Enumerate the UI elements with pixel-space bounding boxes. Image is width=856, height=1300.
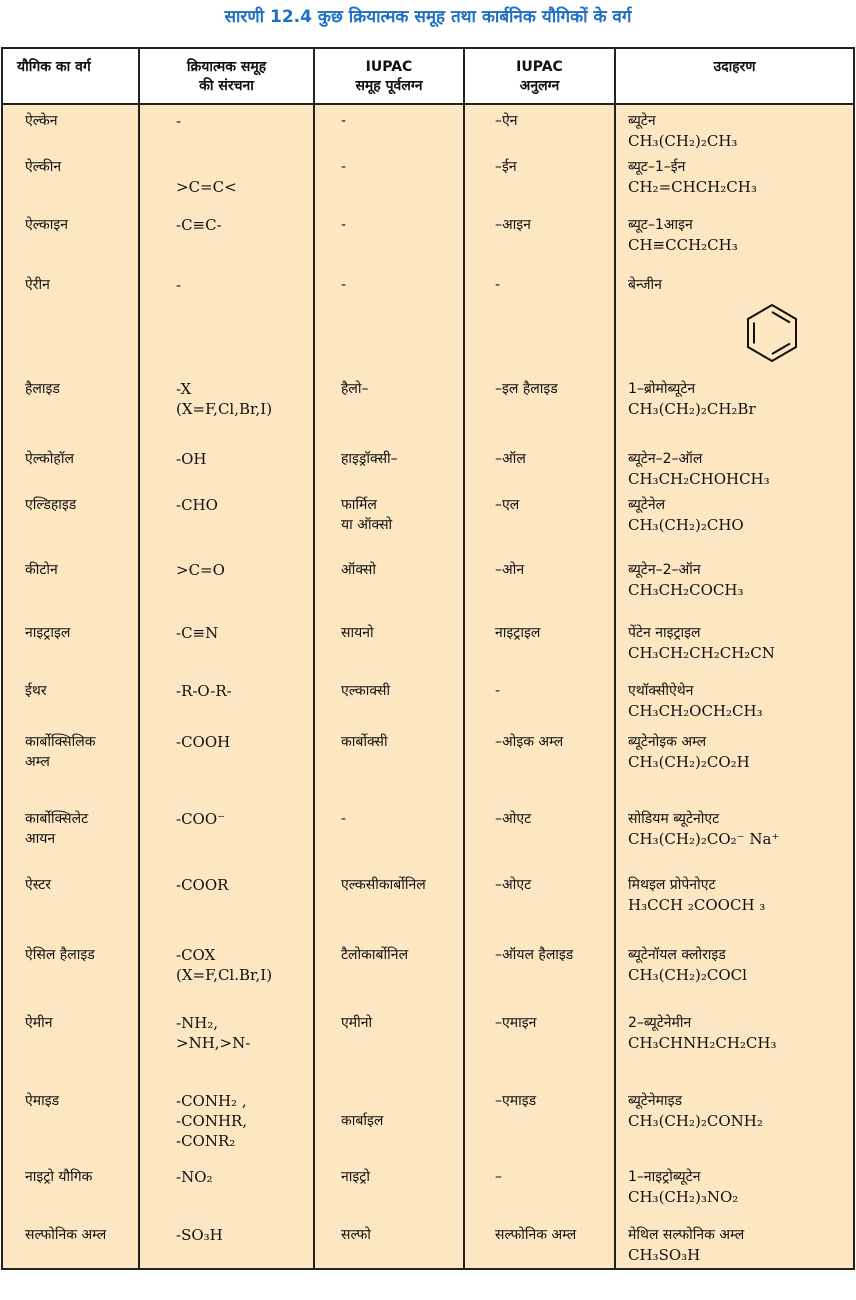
example-cell	[615, 1007, 854, 1085]
benzene-ring-icon	[740, 301, 804, 365]
structure-cell	[139, 1085, 314, 1161]
suffix-cell	[464, 554, 615, 617]
structure-cell	[139, 726, 314, 803]
suffix-cell	[464, 373, 615, 443]
example-cell	[615, 1161, 854, 1219]
table-row	[2, 675, 854, 726]
structure-cell	[139, 1219, 314, 1269]
functional-groups-table	[1, 47, 855, 1270]
suffix-cell-line: –ओएट	[495, 811, 532, 827]
suffix-cell	[464, 209, 615, 269]
suffix-cell-line: –आइन	[495, 217, 531, 233]
class-cell	[2, 269, 139, 373]
table-row	[2, 1161, 854, 1219]
structure-cell	[139, 1007, 314, 1085]
suffix-cell	[464, 617, 615, 675]
example-name: ब्यूटेन	[628, 113, 656, 129]
prefix-cell	[314, 869, 464, 939]
structure-cell-line: -CONH₂ ,	[176, 1092, 247, 1110]
suffix-cell	[464, 104, 615, 151]
suffix-cell	[464, 1161, 615, 1219]
prefix-cell	[314, 104, 464, 151]
prefix-cell-line: -	[341, 811, 347, 827]
example-name: 1–ब्रोमोब्यूटेन	[628, 381, 696, 397]
example-cell	[615, 104, 854, 151]
table-row	[2, 1219, 854, 1269]
suffix-cell	[464, 675, 615, 726]
suffix-cell-line: –ओइक अम्ल	[495, 734, 564, 750]
prefix-cell-line: एमीनो	[341, 1015, 373, 1031]
prefix-cell	[314, 675, 464, 726]
structure-cell	[139, 675, 314, 726]
header-structure-line1: क्रियात्मक समूह	[186, 59, 267, 75]
structure-cell-line: -COO⁻	[176, 810, 226, 828]
table-row	[2, 373, 854, 443]
class-cell-line: ऐरीन	[25, 277, 50, 293]
example-name: ब्यूटेन–2–ऑन	[628, 562, 701, 578]
example-cell	[615, 554, 854, 617]
example-name: ब्यूट–1आइन	[628, 217, 693, 233]
suffix-cell-line: सल्फोनिक अम्ल	[495, 1227, 577, 1243]
class-cell	[2, 209, 139, 269]
example-name: 2–ब्यूटेनेमीन	[628, 1015, 692, 1031]
class-cell	[2, 1219, 139, 1269]
example-name: 1–नाइट्रोब्यूटेन	[628, 1169, 701, 1185]
suffix-cell-line: –ओन	[495, 562, 525, 578]
structure-cell-line: -	[176, 112, 182, 130]
class-cell-line: ऐस्टर	[25, 877, 51, 893]
class-cell-line: आयन	[25, 831, 56, 847]
example-cell	[615, 726, 854, 803]
structure-cell-line: -X	[176, 380, 192, 398]
structure-cell-line: -COOR	[176, 876, 229, 894]
prefix-cell	[314, 1007, 464, 1085]
example-formula: CH₃(CH₂)₂CO₂H	[628, 753, 750, 771]
structure-cell-line: -COOH	[176, 733, 231, 751]
suffix-cell	[464, 869, 615, 939]
structure-cell-line: -COX	[176, 946, 216, 964]
prefix-cell-line	[341, 1091, 457, 1111]
class-cell	[2, 1085, 139, 1161]
class-cell-line: कार्बोक्सिलिक	[25, 734, 96, 750]
class-cell	[2, 151, 139, 209]
prefix-cell-line: फार्मिल	[341, 497, 377, 513]
header-structure-line2: की संरचना	[199, 78, 254, 94]
prefix-cell-line: हाइड्रॉक्सी–	[341, 451, 398, 467]
prefix-cell	[314, 269, 464, 373]
suffix-cell	[464, 939, 615, 1007]
example-formula: CH₃(CH₂)₂CHO	[628, 516, 744, 534]
example-cell	[615, 1085, 854, 1161]
header-class-label: यौगिक का वर्ग	[17, 59, 91, 75]
example-formula: CH₃(CH₂)₂CONH₂	[628, 1112, 763, 1130]
structure-cell-line: >NH,>N-	[176, 1034, 251, 1052]
structure-cell-line: -	[176, 276, 182, 294]
prefix-cell	[314, 726, 464, 803]
table-row	[2, 617, 854, 675]
structure-cell-line: >C=C<	[176, 178, 237, 196]
suffix-cell	[464, 443, 615, 489]
suffix-cell	[464, 489, 615, 554]
suffix-cell	[464, 151, 615, 209]
class-cell-line: नाइट्राइल	[25, 625, 71, 641]
structure-cell	[139, 939, 314, 1007]
class-cell-line: कीटोन	[25, 562, 58, 578]
structure-cell	[139, 489, 314, 554]
prefix-cell	[314, 443, 464, 489]
table-row	[2, 939, 854, 1007]
structure-cell-line: -C≡C-	[176, 216, 222, 234]
suffix-cell	[464, 803, 615, 869]
example-cell	[615, 939, 854, 1007]
prefix-cell	[314, 209, 464, 269]
structure-cell-line: -CONR₂	[176, 1132, 236, 1150]
structure-cell	[139, 373, 314, 443]
table-body	[2, 104, 854, 1269]
suffix-cell-line: –एमाइन	[495, 1015, 537, 1031]
prefix-cell	[314, 1219, 464, 1269]
structure-cell-line: -SO₃H	[176, 1226, 223, 1244]
example-cell	[615, 617, 854, 675]
example-name: पेंटेन नाइट्राइल	[628, 625, 701, 641]
class-cell-line: ऐल्कोहॉल	[25, 451, 74, 467]
structure-cell-line: -CHO	[176, 496, 218, 514]
header-class	[2, 48, 139, 104]
example-name: बेन्जीन	[628, 277, 662, 293]
table-row	[2, 489, 854, 554]
header-suffix-line1: IUPAC	[516, 59, 563, 75]
structure-cell-line: -NO₂	[176, 1168, 213, 1186]
suffix-cell-line: -	[495, 683, 501, 699]
table-row	[2, 151, 854, 209]
prefix-cell-line: कार्बाइल	[341, 1113, 384, 1129]
example-cell	[615, 489, 854, 554]
structure-cell	[139, 209, 314, 269]
example-formula: CH₃(CH₂)₂CH₂Br	[628, 400, 756, 418]
example-formula: CH₃CH₂OCH₂CH₃	[628, 702, 763, 720]
structure-cell-line: (X=F,Cl.Br,I)	[176, 966, 273, 984]
suffix-cell-line: –ऐन	[495, 113, 518, 129]
table-row	[2, 803, 854, 869]
table-title: सारणी 12.4 कुछ क्रियात्मक समूह तथा कार्बनिक यौगिकों के वर्ग	[224, 7, 632, 27]
class-cell	[2, 489, 139, 554]
class-cell	[2, 617, 139, 675]
table-row	[2, 209, 854, 269]
structure-cell-line: -C≡N	[176, 624, 219, 642]
example-formula: CH₃(CH₂)₂COCl	[628, 966, 747, 984]
suffix-cell	[464, 269, 615, 373]
class-cell-line: एल्डिहाइड	[25, 497, 77, 513]
structure-cell-line: -OH	[176, 450, 207, 468]
example-cell	[615, 209, 854, 269]
example-cell	[615, 269, 854, 373]
header-suffix	[464, 48, 615, 104]
class-cell-line: ऐल्काइन	[25, 217, 69, 233]
class-cell	[2, 803, 139, 869]
structure-cell-line: (X=F,Cl,Br,I)	[176, 400, 273, 418]
prefix-cell-line: ऑक्सो	[341, 562, 376, 578]
example-cell	[615, 443, 854, 489]
example-name: मेथिल सल्फोनिक अम्ल	[628, 1227, 745, 1243]
suffix-cell-line: –इल हैलाइड	[495, 381, 558, 397]
prefix-cell-line: कार्बोक्सी	[341, 734, 388, 750]
example-formula: CH₃CH₂COCH₃	[628, 581, 744, 599]
class-cell	[2, 1007, 139, 1085]
header-prefix	[314, 48, 464, 104]
prefix-cell-line: टैलोकार्बोनिल	[341, 947, 409, 963]
prefix-cell	[314, 373, 464, 443]
example-cell	[615, 1219, 854, 1269]
class-cell-line: कार्बोक्सिलेट	[25, 811, 89, 827]
header-row	[2, 48, 854, 104]
example-formula: CH₃(CH₂)₂CO₂⁻ Na⁺	[628, 830, 780, 848]
suffix-cell	[464, 1085, 615, 1161]
class-cell	[2, 726, 139, 803]
prefix-cell-line: सायनो	[341, 625, 374, 641]
header-prefix-line2: समूह पूर्वलग्न	[355, 78, 423, 94]
header-suffix-line2: अनुलग्न	[519, 78, 560, 94]
example-name: सोडियम ब्यूटेनोएट	[628, 811, 720, 827]
header-example	[615, 48, 854, 104]
table-row	[2, 1085, 854, 1161]
structure-cell-line: >C=O	[176, 561, 225, 579]
example-name: मिथइल प्रोपेनोएट	[628, 877, 716, 893]
prefix-cell	[314, 1161, 464, 1219]
example-name: ब्यूटेन–2–ऑल	[628, 451, 703, 467]
structure-cell-line: -R-O-R-	[176, 682, 232, 700]
prefix-cell	[314, 617, 464, 675]
table-row	[2, 1007, 854, 1085]
structure-cell	[139, 869, 314, 939]
example-formula: CH₃CHNH₂CH₂CH₃	[628, 1034, 777, 1052]
table-row	[2, 104, 854, 151]
prefix-cell	[314, 554, 464, 617]
prefix-cell	[314, 803, 464, 869]
example-formula: CH≡CCH₂CH₃	[628, 236, 738, 254]
class-cell	[2, 675, 139, 726]
table-row	[2, 554, 854, 617]
structure-cell-line	[176, 157, 307, 177]
class-cell-line: ऐल्केन	[25, 113, 58, 129]
example-formula: CH₃CH₂CH₂CH₂CN	[628, 644, 775, 662]
prefix-cell	[314, 151, 464, 209]
prefix-cell-line: सल्फो	[341, 1227, 371, 1243]
header-example-label: उदाहरण	[713, 59, 756, 75]
prefix-cell-line: एल्काक्सी	[341, 683, 391, 699]
class-cell-line: ऐल्कीन	[25, 159, 62, 175]
suffix-cell-line: –ईन	[495, 159, 517, 175]
class-cell-line: ऐसिल हैलाइड	[25, 947, 95, 963]
example-cell	[615, 803, 854, 869]
prefix-cell	[314, 939, 464, 1007]
structure-cell	[139, 104, 314, 151]
class-cell	[2, 104, 139, 151]
structure-cell	[139, 151, 314, 209]
suffix-cell	[464, 726, 615, 803]
example-cell	[615, 373, 854, 443]
suffix-cell-line: –एल	[495, 497, 520, 513]
suffix-cell-line: –ऑयल हैलाइड	[495, 947, 574, 963]
structure-cell-line: -CONHR,	[176, 1112, 248, 1130]
suffix-cell-line: नाइट्राइल	[495, 625, 541, 641]
suffix-cell-line: –ओएट	[495, 877, 532, 893]
structure-cell	[139, 269, 314, 373]
class-cell-line: हैलाइड	[25, 381, 60, 397]
example-formula: CH₂=CHCH₂CH₃	[628, 178, 757, 196]
prefix-cell	[314, 1085, 464, 1161]
table-row	[2, 269, 854, 373]
example-name: ब्यूटेनेमाइड	[628, 1093, 682, 1109]
class-cell	[2, 554, 139, 617]
suffix-cell-line: –ऑल	[495, 451, 526, 467]
prefix-cell-line: -	[341, 277, 347, 293]
suffix-cell	[464, 1007, 615, 1085]
example-name: एथॉक्सीऐथेन	[628, 683, 694, 699]
example-formula: CH₃(CH₂)₃NO₂	[628, 1188, 739, 1206]
table-row	[2, 726, 854, 803]
example-cell	[615, 151, 854, 209]
prefix-cell-line: हैलो–	[341, 381, 369, 397]
structure-cell	[139, 554, 314, 617]
structure-cell	[139, 617, 314, 675]
prefix-cell	[314, 489, 464, 554]
prefix-cell-line: -	[341, 159, 347, 175]
example-cell	[615, 675, 854, 726]
example-cell	[615, 869, 854, 939]
prefix-cell-line: या ऑक्सो	[341, 517, 393, 533]
structure-cell	[139, 803, 314, 869]
prefix-cell-line: एल्कसीकार्बोनिल	[341, 877, 426, 893]
class-cell	[2, 869, 139, 939]
structure-cell-line: -NH₂,	[176, 1014, 219, 1032]
suffix-cell-line: –एमाइड	[495, 1093, 537, 1109]
class-cell-line: सल्फोनिक अम्ल	[25, 1227, 107, 1243]
class-cell	[2, 939, 139, 1007]
header-structure	[139, 48, 314, 104]
example-name: ब्यूट–1–ईन	[628, 159, 686, 175]
class-cell-line: ऐमाइड	[25, 1093, 60, 1109]
class-cell	[2, 1161, 139, 1219]
example-name: ब्यूटेनॉयल क्लोराइड	[628, 947, 726, 963]
class-cell	[2, 373, 139, 443]
class-cell-line: नाइट्रो यौगिक	[25, 1169, 93, 1185]
structure-cell	[139, 1161, 314, 1219]
example-name: ब्यूटेनोइक अम्ल	[628, 734, 707, 750]
structure-cell	[139, 443, 314, 489]
example-formula: CH₃SO₃H	[628, 1246, 701, 1264]
header-prefix-line1: IUPAC	[365, 59, 413, 75]
example-formula: CH₃(CH₂)₂CH₃	[628, 132, 738, 150]
prefix-cell-line: -	[341, 217, 347, 233]
prefix-cell-line: -	[341, 113, 347, 129]
suffix-cell	[464, 1219, 615, 1269]
table-row	[2, 869, 854, 939]
suffix-cell-line: –	[495, 1169, 502, 1185]
class-cell-line: अम्ल	[25, 754, 50, 770]
example-formula: CH₃CH₂CHOHCH₃	[628, 470, 770, 488]
table-row	[2, 443, 854, 489]
example-name: ब्यूटेनेल	[628, 497, 666, 513]
prefix-cell-line: नाइट्रो	[341, 1169, 370, 1185]
example-formula: H₃CCH ₂COOCH ₃	[628, 896, 766, 914]
class-cell	[2, 443, 139, 489]
class-cell-line: ईथर	[25, 683, 47, 699]
suffix-cell-line: -	[495, 277, 501, 293]
class-cell-line: ऐमीन	[25, 1015, 53, 1031]
